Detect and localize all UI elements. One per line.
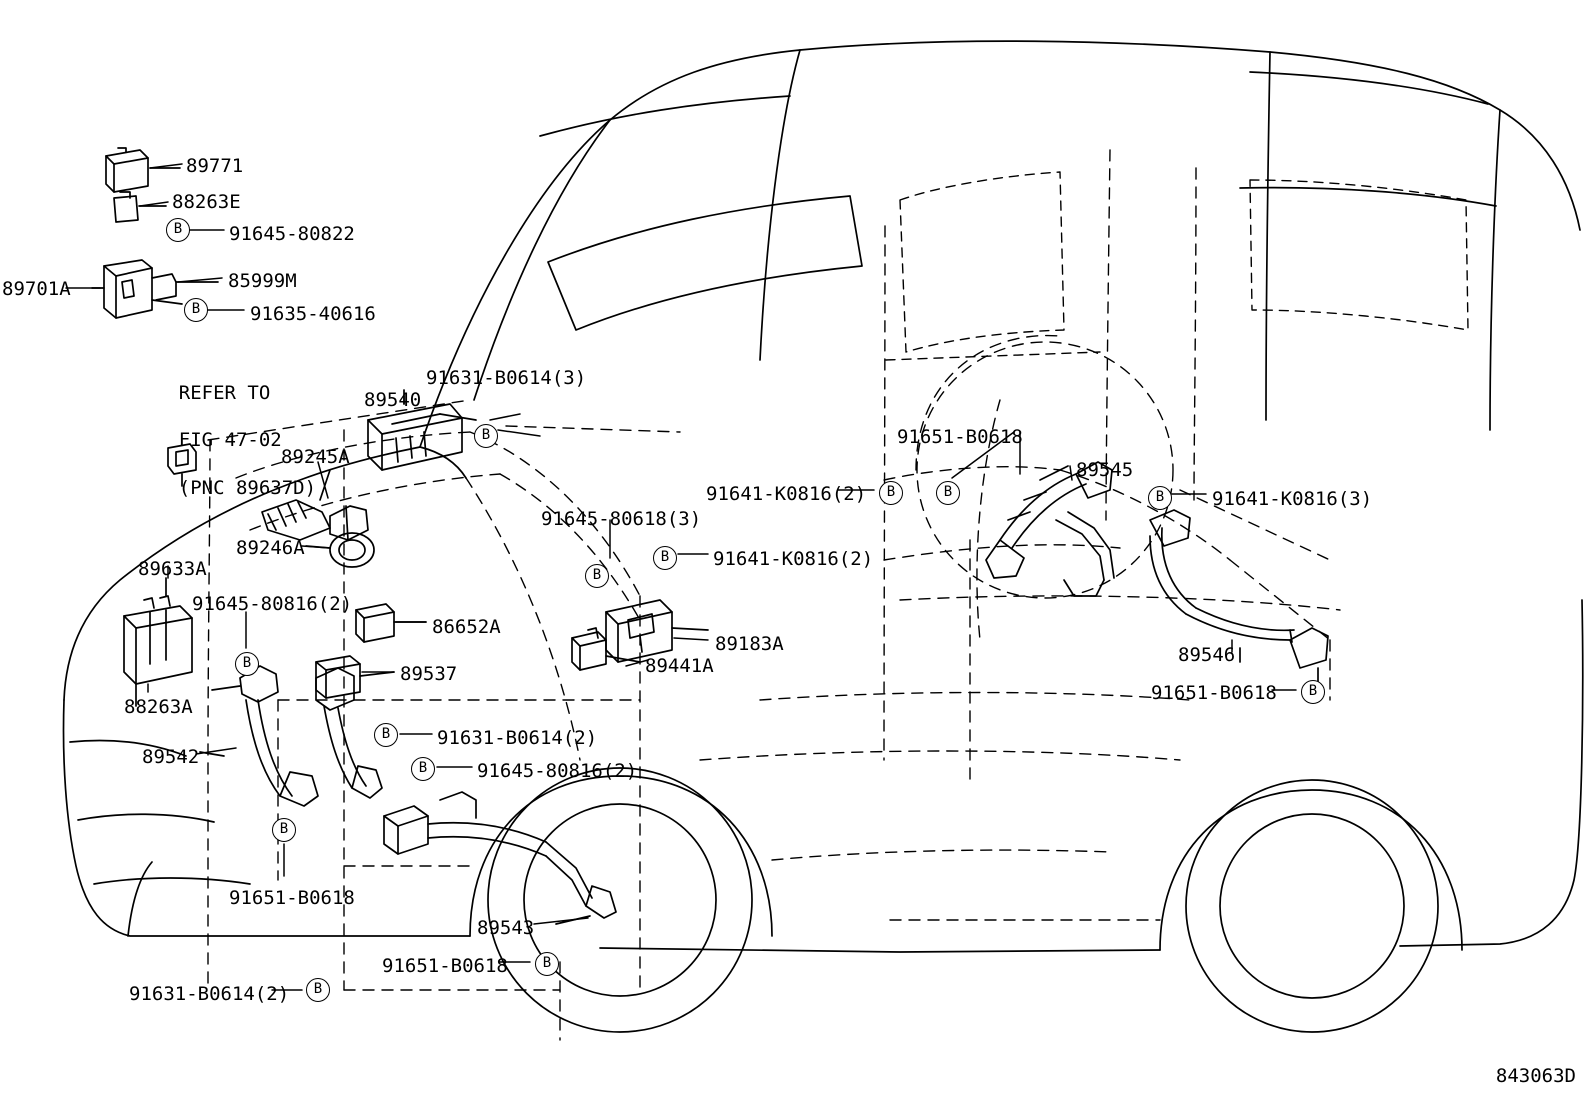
part-label-89771: 89771 — [186, 155, 244, 177]
part-label-89245a: 89245A — [281, 446, 350, 468]
part-label-89546: 89546 — [1178, 644, 1236, 666]
bolt-marker-b7: B — [585, 564, 609, 588]
part-label-91651-b0618-r1: 91651-B0618 — [897, 426, 1023, 448]
part-label-91641-k0816-2a: 91641-K0816(2) — [706, 483, 867, 505]
part-label-86652a: 86652A — [432, 616, 501, 638]
bolt-marker-b9: B — [235, 652, 259, 676]
part-label-89537: 89537 — [400, 663, 458, 685]
part-label-91645-80822: 91645-80822 — [229, 223, 355, 245]
part-label-91641-k0816-3: 91641-K0816(3) — [1212, 488, 1373, 510]
part-label-89183a: 89183A — [715, 633, 784, 655]
part-label-89633a: 89633A — [138, 558, 207, 580]
part-label-89540: 89540 — [364, 389, 422, 411]
part-label-91645-80618-3: 91645-80618(3) — [541, 508, 702, 530]
bolt-marker-b12: B — [411, 757, 435, 781]
bolt-marker-b13: B — [272, 818, 296, 842]
bolt-marker-b10: B — [1301, 680, 1325, 704]
bolt-marker-b2: B — [184, 298, 208, 322]
bolt-marker-b11: B — [374, 723, 398, 747]
refer-to-note — [133, 358, 316, 524]
part-label-89701a: 89701A — [2, 278, 71, 300]
part-label-88263e: 88263E — [172, 191, 241, 213]
bolt-marker-b4: B — [936, 481, 960, 505]
refer-to-line-1: REFER TO — [178, 381, 271, 404]
part-label-89545: 89545 — [1076, 459, 1134, 481]
part-label-91631-b0614-2b: 91631-B0614(2) — [129, 983, 290, 1005]
bolt-marker-b1: B — [166, 218, 190, 242]
bolt-marker-b14: B — [535, 952, 559, 976]
bolt-marker-b6: B — [1148, 486, 1172, 510]
part-label-91651-b0618-f1: 91651-B0618 — [229, 887, 355, 909]
bolt-marker-b3: B — [474, 424, 498, 448]
refer-to-line-2: FIG 47-02 — [178, 429, 282, 452]
part-label-91635-40616: 91635-40616 — [250, 303, 376, 325]
part-label-91651-b0618-r2: 91651-B0618 — [1151, 682, 1277, 704]
bolt-marker-b15: B — [306, 978, 330, 1002]
diagram-code: 843063D — [1495, 1065, 1576, 1087]
bolt-marker-b5: B — [879, 481, 903, 505]
refer-to-line-3: (PNC 89637D) — [178, 476, 317, 499]
part-label-91645-80816-2a: 91645-80816(2) — [192, 593, 353, 615]
bolt-marker-b8: B — [653, 546, 677, 570]
part-label-89542: 89542 — [142, 746, 200, 768]
part-label-91631-b0614-2a: 91631-B0614(2) — [437, 727, 598, 749]
part-label-91631-b0614-3: 91631-B0614(3) — [426, 367, 587, 389]
part-label-91645-80816-2b: 91645-80816(2) — [477, 760, 638, 782]
part-label-89246a: 89246A — [236, 537, 305, 559]
part-label-91641-k0816-2b: 91641-K0816(2) — [713, 548, 874, 570]
part-label-91651-b0618-f2: 91651-B0618 — [382, 955, 508, 977]
part-label-89441a: 89441A — [645, 655, 714, 677]
part-label-85999m: 85999M — [228, 270, 297, 292]
part-label-89543: 89543 — [477, 917, 535, 939]
part-label-88263a: 88263A — [124, 696, 193, 718]
